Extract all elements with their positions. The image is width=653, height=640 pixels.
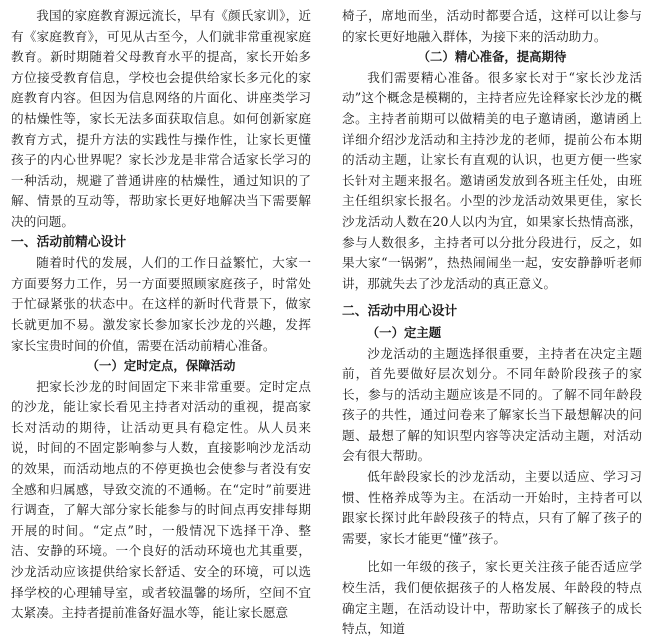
continued-paragraph: 椅子，席地而坐，活动时都要合适，这样可以让参与的家长更好地融入群体，为接下来的活动助力。	[342, 8, 642, 44]
subsection-1-2-paragraph: 我们需要精心准备。很多家长对于“家长沙龙活动”这个概念是模糊的，主持者应先诠释家长沙龙的概念。主持者前期可以做精美的电子邀请函，邀请函上详细介绍沙龙活动和主持沙龙的老师，提前公布本期的活动主题，让家长有直观的认识，也更方便一些家长针对主题来报名。邀请函发放到各班主任处，由班主任组织家长报名。小型的沙龙活动效果更佳，家长沙龙活动人数在20人以内为宜，如果家长热情高涨，参与人数很多，主持者可以分批分段进行，反之，如果大家“一锅粥”，热热闹闹坐一起，安安静静听老师讲，那就失去了沙龙活动的真正意义。	[342, 69, 642, 291]
subsection-heading-1-2: （二）精心准备，提高期待	[417, 49, 567, 65]
subsection-heading-1-1: （一）定时定点，保障活动	[86, 358, 236, 374]
subsection-heading-2-1: （一）定主题	[366, 324, 442, 340]
right-column	[342, 6, 642, 640]
section-1-paragraph: 随着时代的发展，人们的工作日益繁忙，大家一方面要努力工作，另一方面要照顾家庭孩子，时常处于忙碌紧张的状态中。在这样的新时代背景下，做家长就更加不易。激发家长参加家长沙龙的兴趣，发挥家长宝贵时间的价值，需要在活动前精心准备。	[11, 255, 311, 353]
subsection-2-1-paragraph-3: 比如一年级的孩子，家长更关注孩子能否适应学校生活，我们便依据孩子的人格发展、年龄段的特点确定主题，在活动设计中，帮助家长了解孩子的成长特点，知道	[342, 559, 642, 637]
subsection-2-1-paragraph-1: 沙龙活动的主题选择很重要，主持者在决定主题前，首先要做好层次划分。不同年龄阶段孩子的家长，参与的活动主题应该是不同的。了解不同年龄段孩子的共性，通过问卷来了解家长当下最想解决的问题、最想了解的知识型内容等决定活动主题，对活动会有很大帮助。	[342, 345, 642, 464]
subsection-2-1-paragraph-2: 低年龄段家长的沙龙活动，主要以适应、学习习惯、性格养成等为主。在活动一开始时，主持者可以跟家长探讨此年龄段孩子的特点，只有了解了孩子的需要，家长才能更“懂”孩子。	[342, 469, 642, 546]
section-heading-1: 一、活动前精心设计	[11, 234, 127, 250]
section-heading-2: 二、活动中用心设计	[342, 304, 458, 320]
subsection-1-1-paragraph: 把家长沙龙的时间固定下来非常重要。定时定点的沙龙，能让家长看见主持者对活动的重视，提高家长对活动的期待，让活动更具有稳定性。从人员来说，时间的不固定影响参与人数，直接影响沙龙活动的效果，而活动地点的不停更换也会使参与者没有安全感和归属感，导致交流的不通畅。在“定时”前要进行调查，了解大部分家长能参与的时间点再安排每期开展的时间。“定点”时，一般情况下选择干净、整洁、安静的环境。一个良好的活动环境也尤其重要，沙龙活动应该提供给家长舒适、安全的环境，可以选择学校的心理辅导室，或者较温馨的场所，空间不宜太紧凑。主持者提前准备好温水等，能让家长愿意	[11, 378, 311, 621]
left-column	[11, 6, 311, 624]
intro-paragraph: 我国的家庭教育源远流长，早有《颜氏家训》，近有《家庭教育》，可见从古至今，人们就非常重视家庭教育。新时期随着父母教育水平的提高，家长开始多方位接受教育信息，学校也会提供给家长多元化的家庭教育内容。但因为信息网络的片面化、讲座类学习的枯燥性等，家长无法多面获取信息。如何创新家庭教育方式，提升方法的实践性与操作性，让家长更懂孩子的内心世界呢？家长沙龙是非常合适家长学习的一种活动，规避了普通讲座的枯燥性，通过知识的了解、情景的互动等，帮助家长更好地解决当下需要解决的问题。	[11, 8, 311, 229]
